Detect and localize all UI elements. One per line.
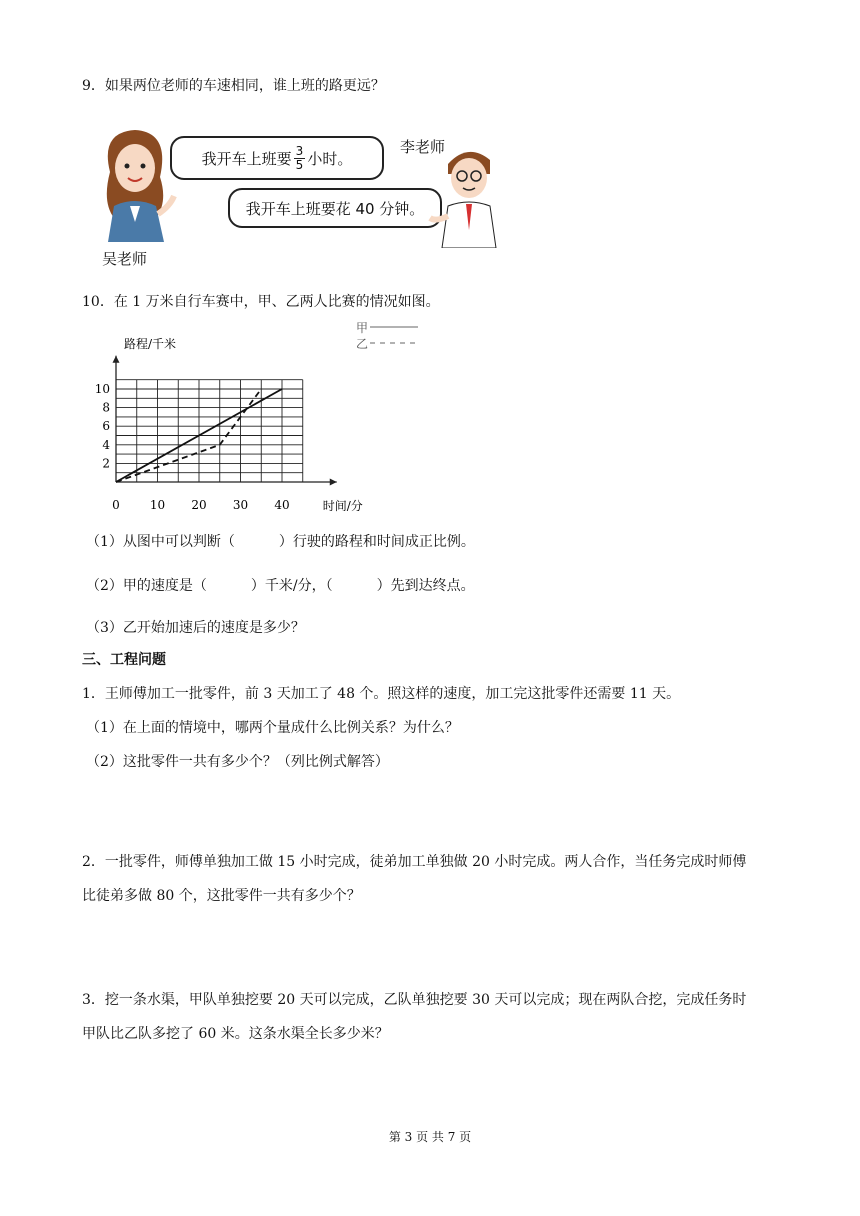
wu-speech-fraction: $\frac{3}{5}$ — [295, 143, 304, 172]
y-axis-arrow — [113, 356, 120, 363]
q10-sub3: （3）乙开始加速后的速度是多少？ — [86, 620, 305, 636]
s3-problem1-sub1: （1）在上面的情境中，哪两个量成什么比例关系？为什么？ — [86, 720, 459, 736]
legend-jia-label: 甲 — [356, 321, 369, 335]
page-footer: 第 3 页 共 7 页 — [388, 1130, 472, 1144]
q10-sub1: （1）从图中可以判断（ ）行驶的路程和时间成正比例。 — [86, 534, 475, 550]
wu-speech-before: 我开车上班要 — [201, 149, 292, 168]
s3-problem3-line2: 甲队比乙队多挖了 60 米。这条水渠全长多少米？ — [82, 1026, 389, 1042]
wu-speech-after: 小时。 — [307, 149, 353, 168]
x-tick-label: 30 — [232, 498, 249, 512]
wu-speech-bubble — [170, 136, 384, 180]
li-speech-text: 我开车上班要花 40 分钟。 — [245, 199, 425, 218]
li-speech-bubble — [228, 188, 442, 228]
y-axis-label: 路程/千米 — [124, 337, 177, 351]
y-tick-label: 8 — [102, 400, 110, 415]
q10-sub2: （2）甲的速度是（ ）千米/分，（ ）先到达终点。 — [86, 578, 475, 594]
x-axis-arrow — [330, 479, 337, 486]
x-tick-label: 10 — [149, 498, 166, 512]
q9-illustration — [88, 118, 518, 278]
y-tick-label: 4 — [102, 437, 110, 452]
wu-teacher-label: 吴老师 — [102, 250, 148, 268]
y-tick-label: 6 — [102, 419, 110, 434]
s3-problem1-sub2: （2）这批零件一共有多少个？（列比例式解答） — [86, 754, 389, 770]
y-tick-label: 10 — [94, 382, 110, 396]
x-tick-label: 40 — [274, 498, 290, 512]
s3-problem3-line1: 3．挖一条水渠，甲队单独挖要 20 天可以完成，乙队单独挖要 30 天可以完成；现在两队合挖，完成任务时 — [82, 992, 747, 1008]
y-tick-label: 2 — [102, 456, 110, 471]
x-tick-label: 20 — [191, 498, 207, 512]
legend-yi-label: 乙 — [356, 337, 369, 351]
s3-problem1: 1．王师傅加工一批零件，前 3 天加工了 48 个。照这样的速度，加工完这批零件还需要 11 天。 — [82, 686, 681, 702]
q10-text: 10．在 1 万米自行车赛中，甲、乙两人比赛的情况如图。 — [82, 294, 440, 310]
q9-text: 9．如果两位老师的车速相同，谁上班的路更远？ — [82, 78, 385, 94]
li-teacher-label: 李老师 — [400, 138, 446, 156]
x-tick-label: 0 — [112, 498, 120, 512]
wu-teacher-figure — [90, 122, 180, 242]
section3-heading: 三、工程问题 — [82, 652, 166, 668]
s3-problem2-line1: 2．一批零件，师傅单独加工做 15 小时完成，徒弟加工单独做 20 小时完成。两人合作，当任务完成时师傅 — [82, 854, 747, 870]
distance-time-chart — [82, 330, 382, 520]
x-axis-label: 时间/分 — [322, 499, 363, 513]
s3-problem2-line2: 比徒弟多做 80 个，这批零件一共有多少个？ — [82, 888, 361, 904]
